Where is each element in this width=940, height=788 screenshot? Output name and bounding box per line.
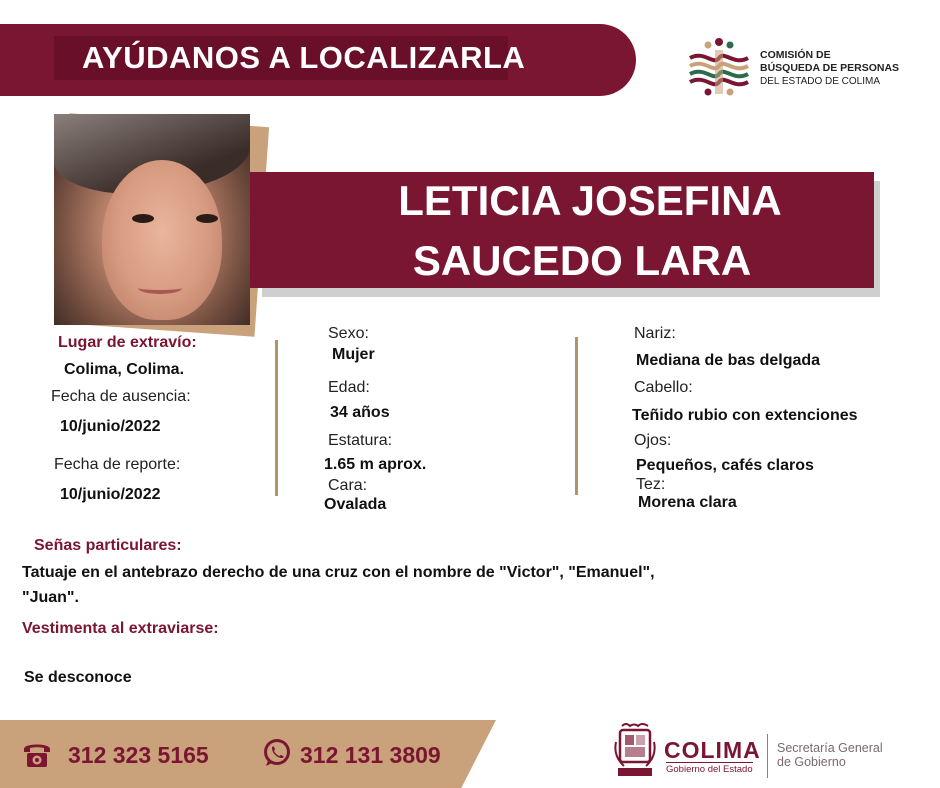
skin-label: Tez: bbox=[636, 476, 666, 493]
person-photo bbox=[54, 114, 250, 325]
height-label: Estatura: bbox=[328, 432, 393, 449]
person-name-line2: SAUCEDO LARA bbox=[412, 237, 752, 284]
marks-label: Señas particulares: bbox=[34, 537, 182, 554]
face-value: Ovalada bbox=[324, 496, 387, 513]
marks-value-line2: "Juan". bbox=[22, 589, 79, 606]
age-label: Edad: bbox=[328, 379, 370, 396]
photo-left-eye bbox=[132, 214, 154, 223]
height-value: 1.65 m aprox. bbox=[324, 456, 427, 473]
commission-name bbox=[760, 49, 899, 88]
clothing-value: Se desconoce bbox=[24, 669, 132, 686]
column-divider-right bbox=[575, 337, 578, 495]
absence-label: Fecha de ausencia: bbox=[51, 388, 191, 405]
secretaria-name bbox=[777, 741, 883, 769]
page-title: AYÚDANOS A LOCALIZARLA bbox=[82, 40, 526, 75]
commission-name-line2: BÚSQUEDA DE PERSONAS bbox=[760, 62, 900, 74]
face-label: Cara: bbox=[328, 477, 368, 494]
place-label: Lugar de extravío: bbox=[58, 334, 197, 351]
commission-logo-icon bbox=[684, 36, 754, 98]
sex-value: Mujer bbox=[332, 346, 375, 363]
skin-value: Morena clara bbox=[638, 494, 737, 511]
colima-crest-icon bbox=[614, 722, 656, 780]
report-value: 10/junio/2022 bbox=[60, 486, 161, 503]
colima-subtitle: Gobierno del Estado bbox=[666, 764, 753, 775]
photo-mouth bbox=[138, 282, 182, 294]
secretaria-line1: Secretaría General bbox=[777, 741, 883, 755]
photo-right-eye bbox=[196, 214, 218, 223]
hair-label: Cabello: bbox=[634, 379, 693, 396]
eyes-value: Pequeños, cafés claros bbox=[636, 457, 814, 474]
logo-divider bbox=[767, 734, 768, 778]
commission-name-line3: DEL ESTADO DE COLIMA bbox=[760, 76, 881, 87]
eyes-label: Ojos: bbox=[634, 432, 672, 449]
whatsapp-icon bbox=[262, 738, 292, 768]
phone-number-1[interactable]: 312 323 5165 bbox=[68, 742, 209, 768]
secretaria-line2: de Gobierno bbox=[777, 755, 846, 769]
person-name-line1: LETICIA JOSEFINA bbox=[398, 177, 782, 224]
age-value: 34 años bbox=[330, 404, 390, 421]
colima-wordmark: COLIMA bbox=[664, 737, 761, 763]
clothing-label: Vestimenta al extraviarse: bbox=[22, 620, 219, 637]
photo-face bbox=[102, 160, 222, 320]
sex-label: Sexo: bbox=[328, 325, 369, 342]
marks-value-line1: Tatuaje en el antebrazo derecho de una cruz con el nombre de "Victor", "Emanuel", bbox=[22, 564, 655, 581]
nose-label: Nariz: bbox=[634, 325, 676, 342]
report-label: Fecha de reporte: bbox=[54, 456, 181, 473]
nose-value: Mediana de bas delgada bbox=[636, 352, 821, 369]
phone-icon bbox=[20, 737, 54, 771]
place-value: Colima, Colima. bbox=[64, 361, 185, 378]
column-divider-left bbox=[275, 340, 278, 496]
absence-value: 10/junio/2022 bbox=[60, 418, 161, 435]
hair-value: Teñido rubio con extenciones bbox=[632, 407, 858, 424]
phone-number-2[interactable]: 312 131 3809 bbox=[300, 742, 441, 768]
commission-name-line1: COMISIÓN DE bbox=[760, 49, 831, 61]
